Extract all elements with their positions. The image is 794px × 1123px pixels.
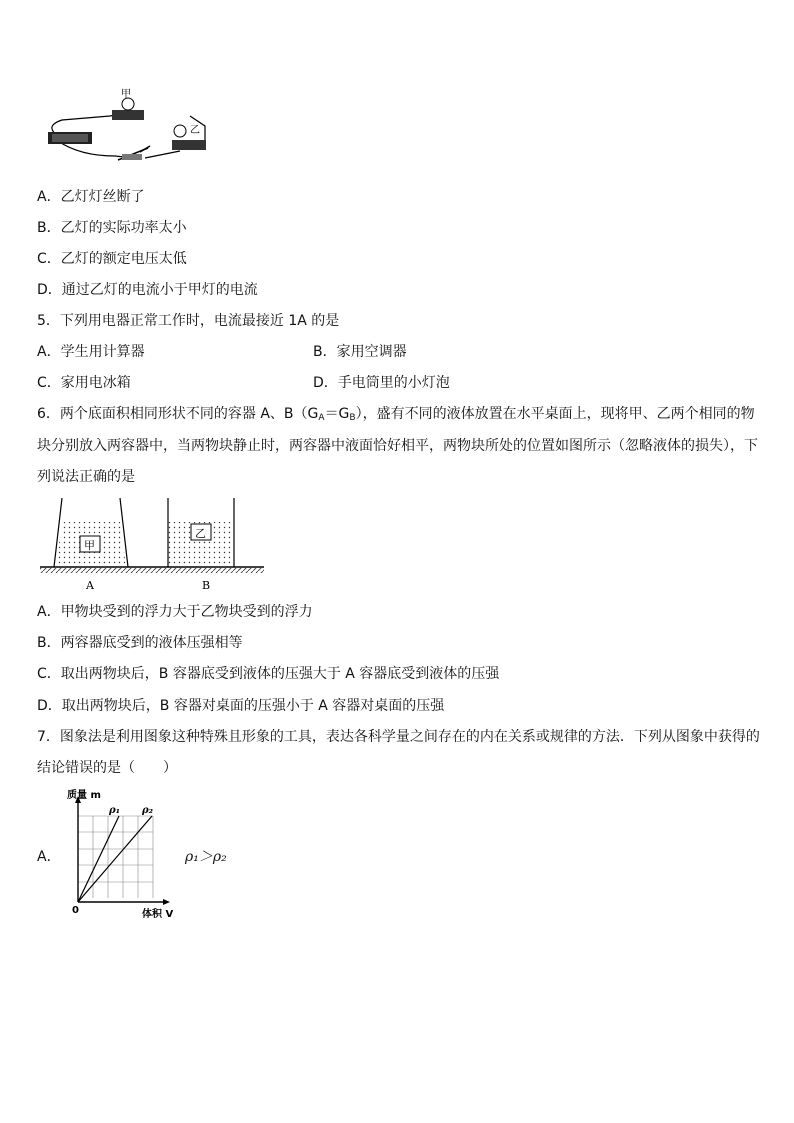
q6-option-a: A．甲物块受到的浮力大于乙物块受到的浮力 xyxy=(37,604,313,620)
mass-volume-graph xyxy=(62,786,192,922)
graph-xlabel: 体积 V xyxy=(142,909,174,920)
q4-option-d: D．通过乙灯的电流小于甲灯的电流 xyxy=(37,282,258,298)
q6-stem-line1: 6．两个底面积相同形状不同的容器 A、$B(G_A=G_B)$，盛有不同的液体放置在水平桌面上，现将甲、乙两个相同的物 xyxy=(37,406,755,423)
circuit-diagram xyxy=(40,86,215,168)
q5-stem: 5．下列用电器正常工作时，电流最接近 1A 的是 xyxy=(37,313,340,329)
lamp-b-label: 乙 xyxy=(190,125,200,136)
q5-option-b: B．家用空调器 xyxy=(313,344,407,360)
q6-option-d: D．取出两物块后，B 容器对桌面的压强小于 A 容器对桌面的压强 xyxy=(37,698,445,714)
q4-option-b: B．乙灯的实际功率太小 xyxy=(37,220,187,236)
q5-option-d: D．手电筒里的小灯泡 xyxy=(313,375,450,391)
container-b-label: B xyxy=(202,579,211,592)
q5-option-a: A．学生用计算器 xyxy=(37,344,145,360)
line-rho2 xyxy=(78,816,152,902)
lamp-a-label: 甲 xyxy=(121,89,131,100)
graph-line2-label: ρ₂ xyxy=(142,805,154,816)
q6-option-c: C．取出两物块后，B 容器底受到液体的压强大于 A 容器底受到液体的压强 xyxy=(37,666,500,682)
q6-stem-line3: 列说法正确的是 xyxy=(37,469,135,485)
line-rho1 xyxy=(78,816,119,902)
q5-option-c: C．家用电冰箱 xyxy=(37,375,131,391)
q6-stem-line2: 块分别放入两容器中，当两物块静止时，两容器中液面恰好相平，两物块所处的位置如图所示（忽略液体的损失），下 xyxy=(37,438,758,454)
containers-figure xyxy=(38,496,268,592)
block-b-label: 乙 xyxy=(195,527,206,540)
q7-stem-line2: 结论错误的是（ ） xyxy=(37,760,177,776)
graph-line1-label: ρ₁ xyxy=(109,805,121,816)
q6-option-b: B．两容器底受到的液体压强相等 xyxy=(37,635,243,651)
q7-option-a-label: A． xyxy=(37,849,61,865)
container-a-label: A xyxy=(86,579,94,592)
graph-origin: 0 xyxy=(72,905,79,916)
block-a-label: 甲 xyxy=(84,539,95,552)
graph-ylabel: 质量 m xyxy=(67,790,101,801)
q7-stem-line1: 7．图象法是利用图象这种特殊且形象的工具，表达各科学量之间存在的内在关系或规律的方法．下列从图象中获得的 xyxy=(37,729,760,745)
q4-option-a: A．乙灯灯丝断了 xyxy=(37,189,145,205)
q4-option-c: C．乙灯的额定电压太低 xyxy=(37,251,187,267)
q7-conclusion: ρ₁＞ρ₂ xyxy=(185,849,227,865)
